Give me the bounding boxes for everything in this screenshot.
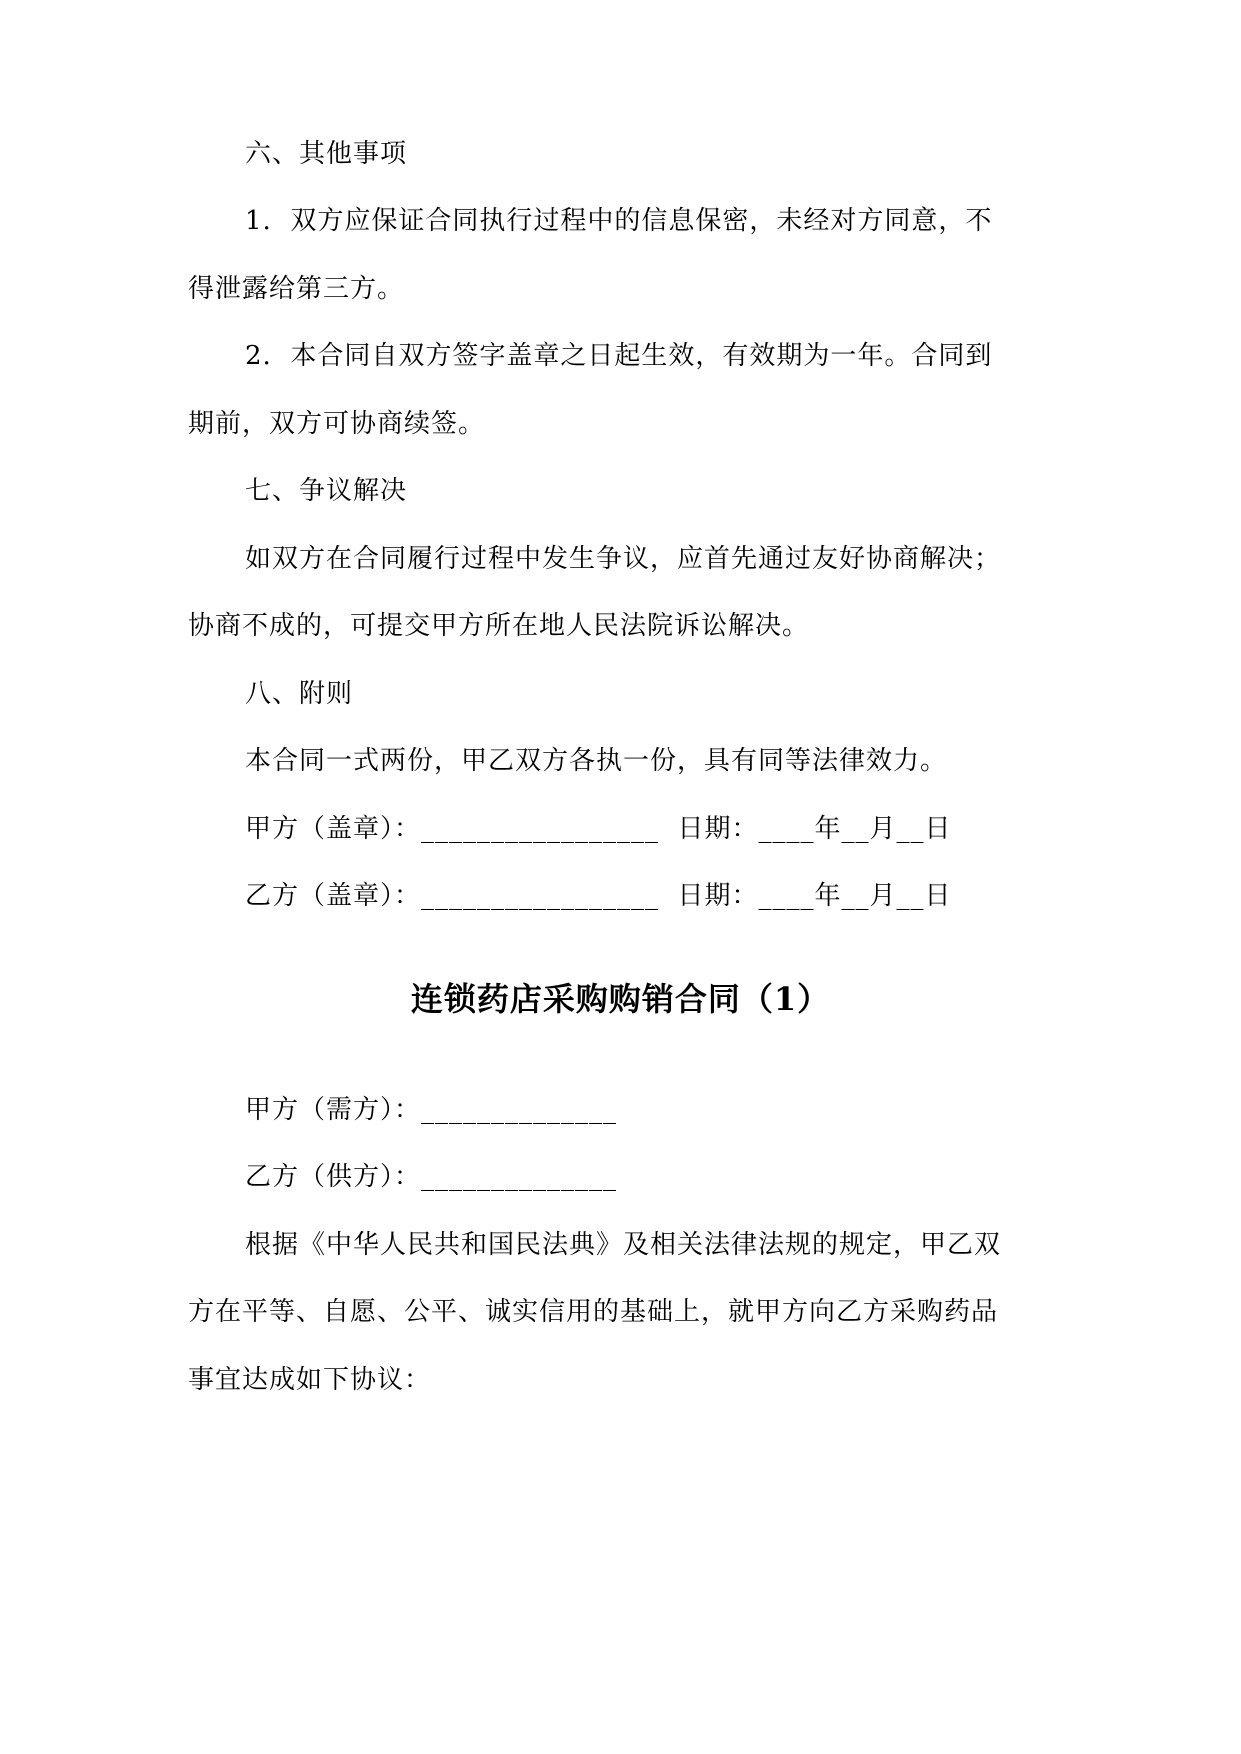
party-b-signature-line: 乙方（盖章）：_________________ 日期：____年__月__日 xyxy=(245,881,952,911)
section7-para-line1: 如双方在合同履行过程中发生争议，应首先通过友好协商解决； xyxy=(245,544,1002,574)
intro-line1: 根据《中华人民共和国民法典》及相关法律法规的规定，甲乙双 xyxy=(245,1230,1002,1260)
party-a-buyer-line: 甲方（需方）：______________ xyxy=(245,1095,618,1125)
contract-title: 连锁药店采购购销合同（1） xyxy=(410,980,831,1018)
section6-item2-line2: 期前，双方可协商续签。 xyxy=(188,409,486,439)
section8-para: 本合同一式两份，甲乙双方各执一份，具有同等法律效力。 xyxy=(245,746,948,776)
party-a-signature-line: 甲方（盖章）：_________________ 日期：____年__月__日 xyxy=(245,814,952,844)
intro-line2: 方在平等、自愿、公平、诚实信用的基础上，就甲方向乙方采购药品 xyxy=(188,1297,999,1327)
section6-item1-line2: 得泄露给第三方。 xyxy=(188,274,405,304)
intro-line3: 事宜达成如下协议： xyxy=(188,1365,432,1395)
section8-heading: 八、附则 xyxy=(245,679,354,709)
section7-para-line2: 协商不成的，可提交甲方所在地人民法院诉讼解决。 xyxy=(188,611,810,641)
section6-item2-line1: 2. 本合同自双方签字盖章之日起生效，有效期为一年。合同到 xyxy=(245,341,993,371)
section6-item1-line1: 1. 双方应保证合同执行过程中的信息保密，未经对方同意，不 xyxy=(245,206,993,236)
section6-heading: 六、其他事项 xyxy=(245,139,408,169)
party-b-supplier-line: 乙方（供方）：______________ xyxy=(245,1162,618,1192)
section7-heading: 七、争议解决 xyxy=(245,476,408,506)
